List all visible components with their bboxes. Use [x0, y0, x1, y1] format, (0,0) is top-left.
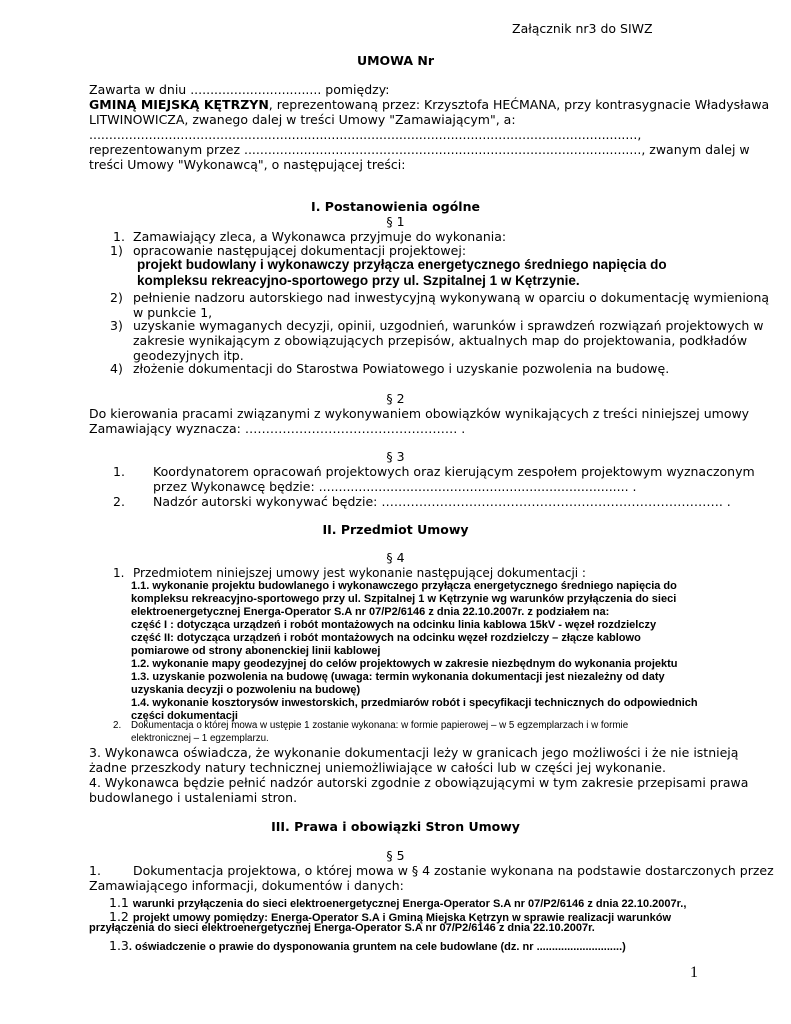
scope-line: pomiarowe od strony abonenckiej linii kablowej: [131, 645, 381, 657]
scope-line: części dokumentacji: [131, 710, 238, 722]
section-heading: I. Postanowienia ogólne: [311, 199, 480, 214]
list-text: Dokumentacja projektowa, o której mowa w § 4 zostanie wykonana na podstawie dostarczonych przez: [133, 863, 774, 878]
project-title: projekt budowlany i wykonawczy przyłącza energetycznego średniego napięcia do: [137, 257, 667, 272]
paragraph-number: § 5: [386, 848, 405, 863]
sublist-item: [109, 936, 626, 955]
sublist-text: projekt umowy pomiędzy: Energa-Operator S.A i Gminą Miejska Kętrzyn w sprawie realizacji warunków: [132, 912, 672, 924]
sublist-number: 1.3: [109, 938, 129, 953]
body-text: 4. Wykonawca będzie pełnić nadzór autorski zgodnie z obowiązującymi w tym zakresie przepisami prawa: [89, 775, 749, 790]
list-number: 3): [110, 318, 123, 333]
list-text: w punkcie 1,: [133, 305, 213, 320]
list-text: uzyskanie wymaganych decyzji, opinii, uzgodnień, warunków i sprawdzeń rozwiązań projektowych w: [133, 318, 764, 333]
list-text: elektronicznej – 1 egzemplarzu.: [131, 733, 269, 744]
list-text: Zamawiający zleca, a Wykonawca przyjmuje do wykonania:: [133, 229, 507, 244]
paragraph-number: § 2: [386, 391, 405, 406]
attachment-note: Załącznik nr3 do SIWZ: [512, 21, 653, 36]
list-text: pełnienie nadzoru autorskiego nad inwestycyjną wykonywaną w oparciu o dokumentację wymienioną: [133, 290, 770, 305]
list-text: Przedmiotem niniejszej umowy jest wykonanie następującej dokumentacji :: [133, 566, 586, 580]
scope-line: uzyskania decyzji o pozwoleniu na budowę): [131, 684, 361, 696]
scope-line: 1.3. uzyskanie pozwolenia na budowę (uwaga: termin wykonania dokumentacji jest niezależny od daty: [131, 671, 665, 683]
party-representation: , reprezentowaną przez: Krzysztofa HEĆMANA, przy kontrasygnacie Władysława: [268, 97, 770, 112]
intro-dots-line: ..........................................................................................................................................,: [89, 127, 642, 142]
project-title: kompleksu rekreacyjno-sportowego przy ul. Szpitalnej 1 w Kętrzynie.: [137, 273, 580, 288]
body-text: Do kierowania pracami związanymi z wykonywaniem obowiązków wynikających z treści niniejszej umowy: [89, 406, 750, 421]
intro-line: treści Umowy "Wykonawcą", o następującej treści:: [89, 157, 406, 172]
list-number: 2.: [113, 494, 125, 509]
scope-line: część II: dotycząca urządzeń i robót montażowych na odcinku węzeł rozdzielczy – złącze kablowo: [131, 632, 641, 644]
list-text: opracowanie następującej dokumentacji projektowej:: [133, 243, 467, 258]
paragraph-number: § 4: [386, 550, 405, 565]
scope-line: część I : dotycząca urządzeń i robót montażowych na odcinku linia kablowa 15kV - węzeł rozdzielczy: [131, 619, 657, 631]
scope-line: 1.1. wykonanie projektu budowlanego i wykonawczego przyłącza energetycznego średniego napięcia do: [131, 580, 677, 592]
scope-line: 1.4. wykonanie kosztorysów inwestorskich, przedmiarów robót i specyfikacji technicznych do odpowiednich: [131, 697, 698, 709]
body-text: budowlanego i ustaleniami stron.: [89, 790, 298, 805]
intro-line: reprezentowanym przez ...................................................................................................., zwanym dalej w: [89, 142, 750, 157]
sublist-text: . oświadczenie o prawie do dysponowania gruntem na cele budowlane (dz. nr ............................): [128, 941, 626, 953]
sublist-number: 1.2: [109, 909, 129, 924]
section-heading: II. Przedmiot Umowy: [322, 522, 469, 537]
list-number: 1.: [113, 566, 125, 580]
body-text: żadne przeszkody natury technicznej uniemożliwiające w całości lub w części jej wykonanie.: [89, 760, 666, 775]
list-text: złożenie dokumentacji do Starostwa Powiatowego i uzyskanie pozwolenia na budowę.: [133, 361, 670, 376]
intro-line: LITWINOWICZA, zwanego dalej w treści Umowy "Zamawiającym", a:: [89, 112, 516, 127]
list-number: 2.: [113, 720, 122, 731]
sublist-text: warunki przyłączenia do sieci elektroenergetycznej Energa-Operator S.A nr 07/P2/6146 z dnia 22.10.2007r.,: [132, 898, 687, 910]
scope-line: elektroenergetycznej Energa-Operator S.A nr 07/P2/6146 z dnia 22.10.2007r. z podziałem na:: [131, 606, 610, 618]
list-number: 1.: [89, 863, 101, 878]
sublist-number: 1.1: [109, 895, 129, 910]
list-text: Dokumentacja o której mowa w ustępie 1 zostanie wykonana: w formie papierowej – w 5 egzemplarzach i w formie: [131, 720, 629, 731]
list-text: geodezyjnych itp.: [133, 348, 244, 363]
scope-line: 1.2. wykonanie mapy geodezyjnej do celów projektowych w zakresie niezbędnym do wykonania projektu: [131, 658, 678, 670]
list-number: 2): [110, 290, 123, 305]
intro-party-line: [89, 97, 769, 112]
intro-line: Zawarta w dniu ................................. pomiędzy:: [89, 82, 390, 97]
sublist-text: przyłączenia do sieci elektroenergetycznej Energa-Operator S.A nr 07/P2/6146 z dnia 22.10.2007r.: [89, 922, 595, 934]
list-number: 4): [110, 361, 123, 376]
document-title: UMOWA Nr: [356, 53, 435, 68]
list-text: przez Wykonawcę będzie: .............................................................................. .: [153, 479, 637, 494]
list-text: Zamawiającego informacji, dokumentów i danych:: [89, 878, 404, 893]
list-text: zakresie wynikającym z obowiązujących przepisów, aktualnych map do projektowania, podkładów: [133, 333, 748, 348]
list-number: 1): [110, 243, 123, 258]
list-text: Nadzór autorski wykonywać będzie: ………………………………………………………………………. .: [153, 494, 731, 509]
scope-line: kompleksu rekreacyjno-sportowego przy ul. Szpitalnej 1 w Kętrzynie wg warunków przyłączenia do sieci: [131, 593, 677, 605]
paragraph-number: § 1: [386, 214, 405, 229]
page-number: 1: [690, 964, 698, 981]
body-text: Zamawiający wyznacza: …………………………………………… .: [89, 421, 466, 436]
list-number: 1.: [113, 464, 125, 479]
section-heading: III. Prawa i obowiązki Stron Umowy: [271, 819, 520, 834]
list-text: Koordynatorem opracowań projektowych oraz kierującym zespołem projektowym wyznaczonym: [153, 464, 755, 479]
party-name: GMINĄ MIEJSKĄ KĘTRZYN: [89, 97, 269, 112]
paragraph-number: § 3: [386, 449, 405, 464]
body-text: 3. Wykonawca oświadcza, że wykonanie dokumentacji leży w granicach jego możliwości i że nie istnieją: [89, 745, 739, 760]
list-number: 1.: [113, 229, 125, 244]
